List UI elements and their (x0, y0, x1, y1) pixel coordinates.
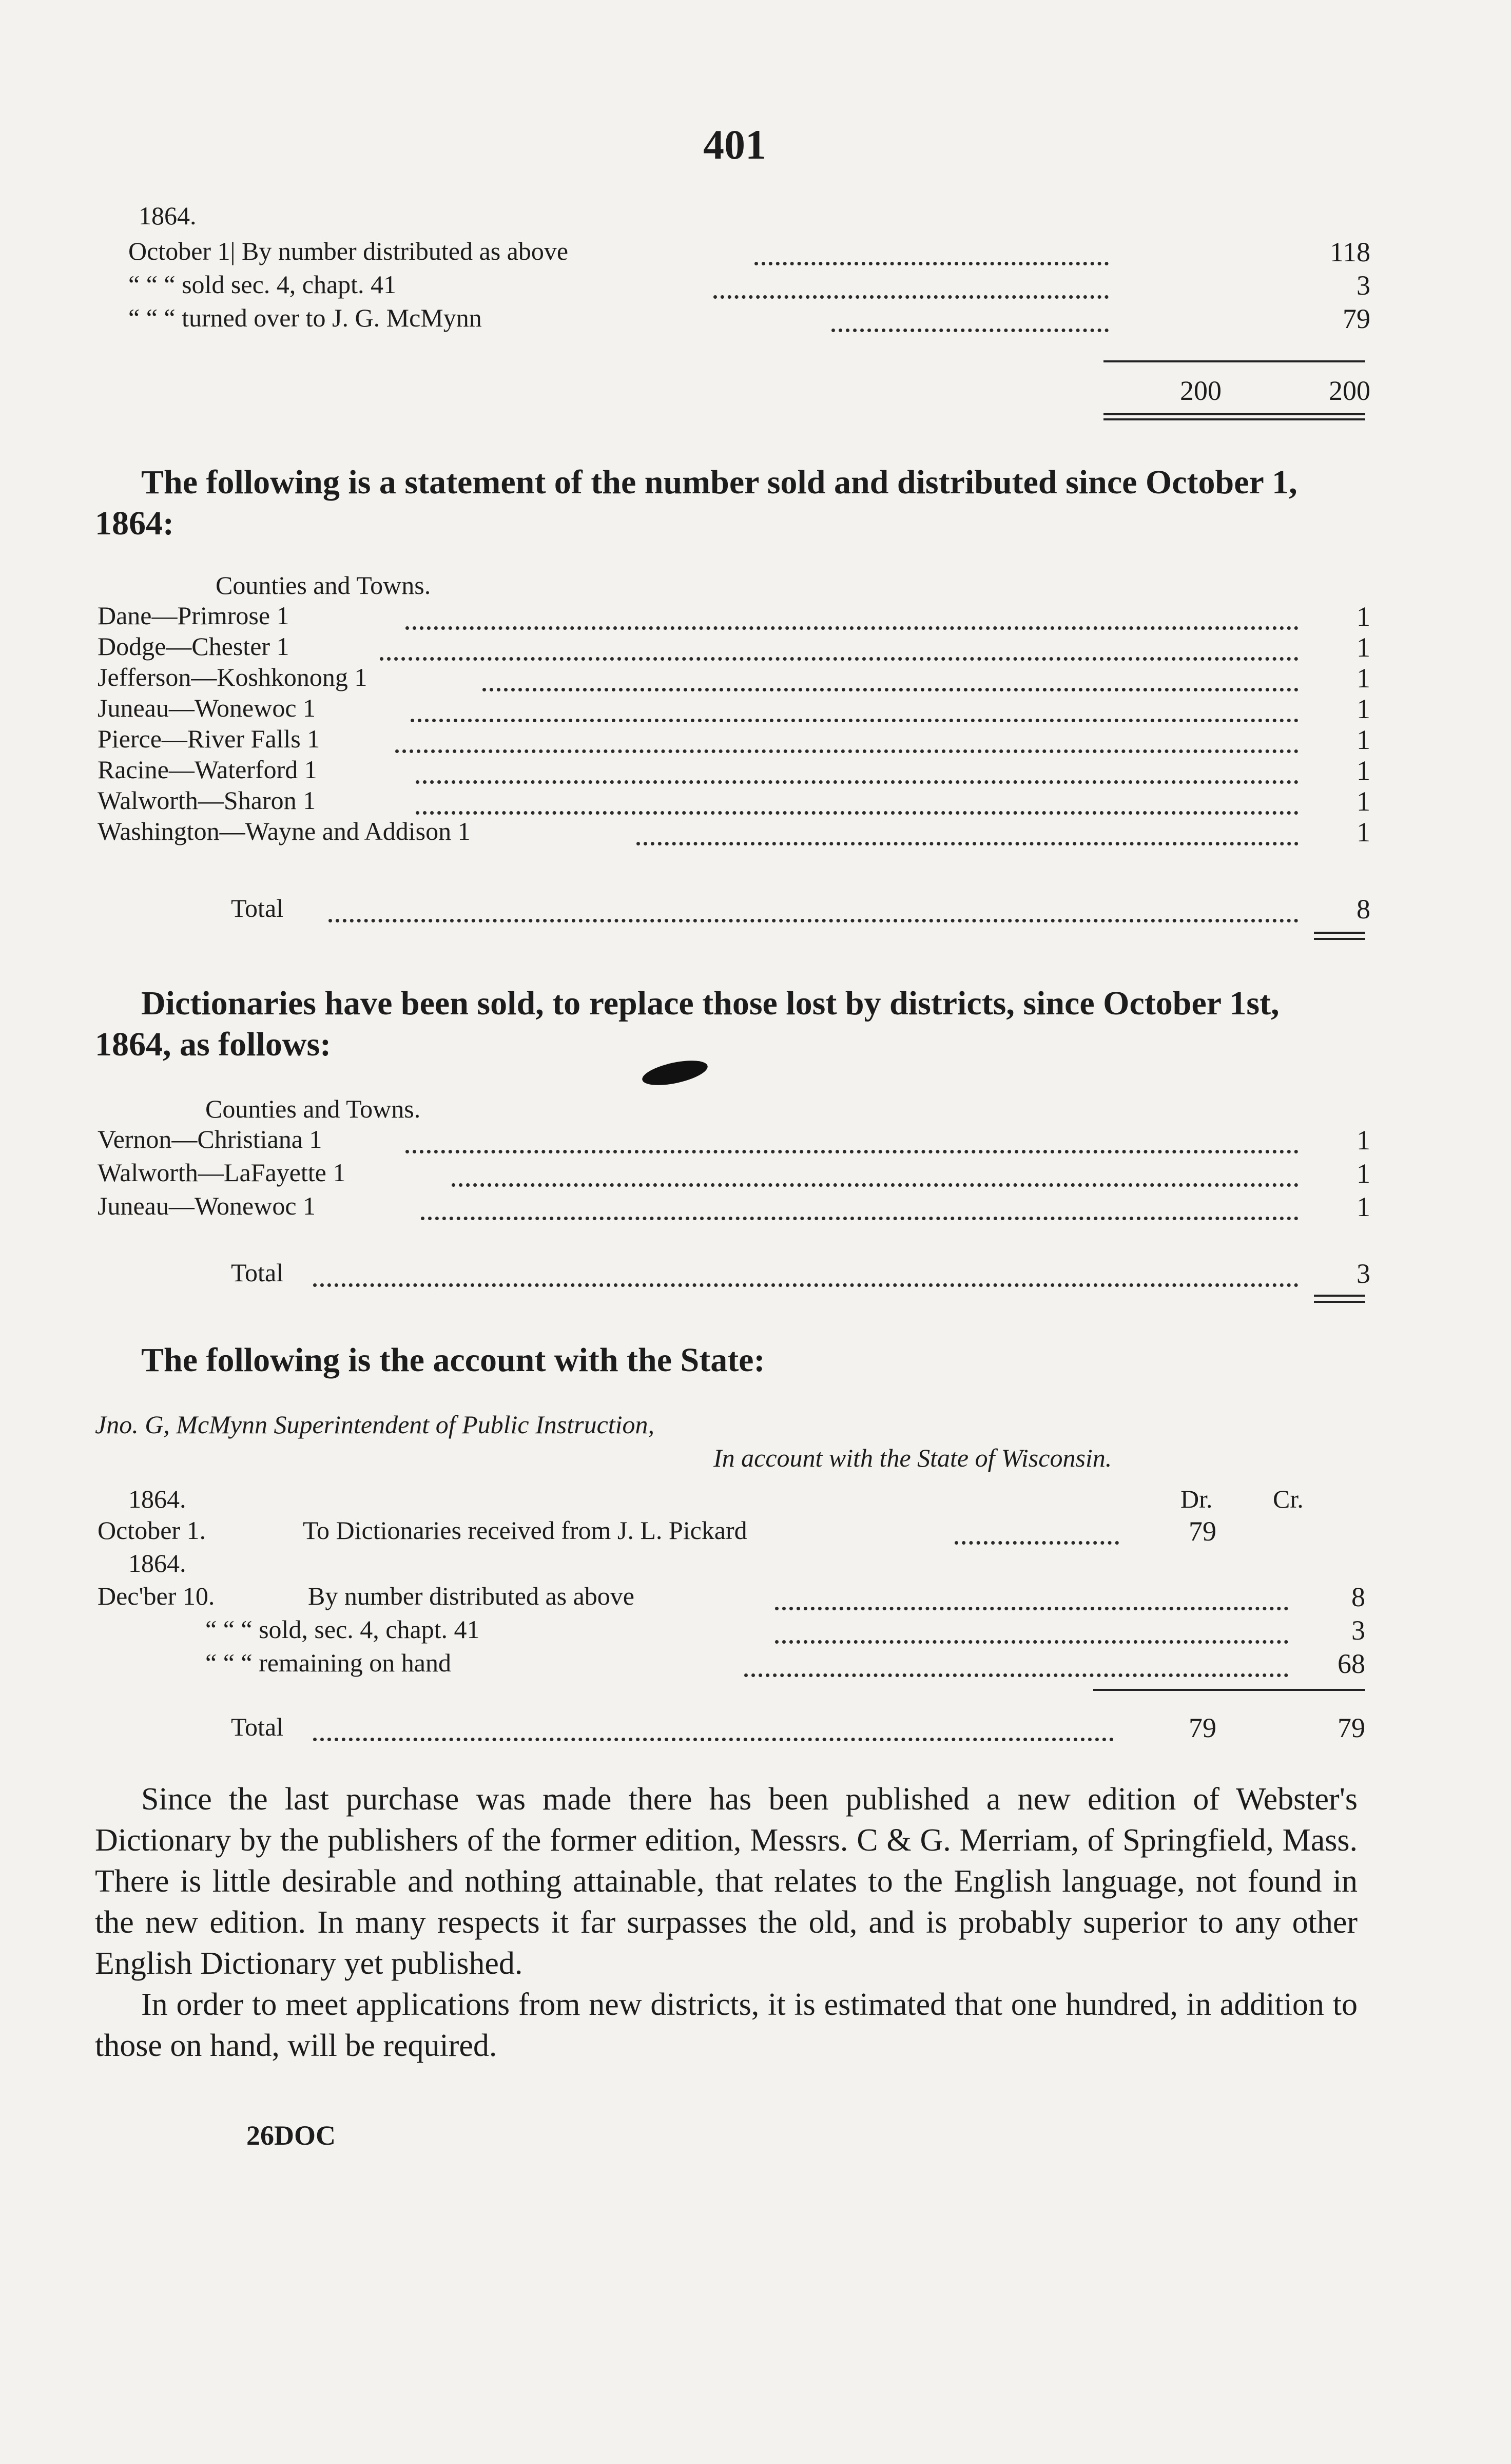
leader-dots (416, 811, 1299, 815)
section1-total-a: 200 (1180, 375, 1222, 406)
section1-row-2-value: 3 (1357, 270, 1370, 301)
account-row2-date: Dec'ber 10. (98, 1582, 215, 1610)
leader-dots (636, 842, 1299, 845)
account-dr-header: Dr. (1180, 1485, 1213, 1513)
list1-item: Dodge—Chester 1 (98, 632, 289, 661)
paragraph-estimate: In order to meet applications from new districts, it is estimated that one hundred, in addition to those on hand, will be required. (95, 1987, 1358, 2063)
list1-value: 1 (1357, 694, 1370, 724)
leader-dots (405, 1150, 1299, 1153)
list1-item: Juneau—Wonewoc 1 (98, 694, 316, 722)
double-rule (1314, 1301, 1365, 1303)
leader-dots (775, 1607, 1288, 1610)
account-row4-label: “ “ “ remaining on hand (205, 1648, 451, 1677)
leader-dots (380, 657, 1299, 661)
paragraph-webster: Since the last purchase was made there has been published a new edition of Webster's Dictionary by the publishers of the former edition, Messrs. C & G. Merriam, of Springfield, Mass. There is little desirable and nothing attainable, that relates to the English language, not found in the new edition. In many respects it far surpasses the old, and is probably superior to any other English Dictionary yet published. (95, 1782, 1358, 1981)
list2-item: Juneau—Wonewoc 1 (98, 1191, 316, 1220)
account-total-label: Total (231, 1712, 284, 1741)
leader-dots (713, 295, 1109, 299)
account-name-line: Jno. G, McMynn Superintendent of Public Instruction, (95, 1410, 655, 1439)
list1-value: 1 (1357, 724, 1370, 755)
leader-dots (411, 719, 1299, 722)
account-row1-dr: 79 (1189, 1516, 1216, 1547)
counties-heading-2: Counties and Towns. (205, 1094, 421, 1123)
double-rule (1314, 1295, 1365, 1297)
counties-heading-1: Counties and Towns. (216, 571, 431, 600)
total-rule (1103, 360, 1365, 362)
statement-account: The following is the account with the State: (141, 1341, 765, 1379)
section1-row-1-label: October 1| By number distributed as above (128, 237, 569, 265)
leader-dots (416, 780, 1299, 784)
section1-year: 1864. (139, 201, 197, 230)
section1-row-3-label: “ “ “ turned over to J. G. McMynn (128, 303, 482, 332)
footer-mark: 26DOC (246, 2120, 336, 2151)
list1-value: 1 (1357, 817, 1370, 848)
account-with-line: In account with the State of Wisconsin. (713, 1443, 1112, 1472)
list2-value: 1 (1357, 1125, 1370, 1156)
leader-dots (754, 262, 1109, 265)
account-row2-cr: 8 (1351, 1582, 1365, 1612)
list1-item: Walworth—Sharon 1 (98, 786, 316, 815)
list1-value: 1 (1357, 755, 1370, 786)
section1-row-3-value: 79 (1343, 303, 1370, 334)
list1-item: Racine—Waterford 1 (98, 755, 317, 784)
total-rule (1093, 1689, 1365, 1691)
statement-replaced: Dictionaries have been sold, to replace those lost by districts, since October 1st, 1864, as follows: (95, 985, 1280, 1063)
account-total-cr: 79 (1338, 1712, 1365, 1743)
account-cr-header: Cr. (1273, 1485, 1304, 1513)
account-row3-cr: 3 (1351, 1615, 1365, 1646)
closing-paragraphs (95, 1779, 1358, 2066)
double-rule (1103, 413, 1365, 415)
list2-value: 1 (1357, 1191, 1370, 1222)
double-rule (1314, 932, 1365, 934)
double-rule (1314, 938, 1365, 940)
list1-value: 1 (1357, 663, 1370, 694)
section1-total-b: 200 (1329, 375, 1370, 406)
account-row3-label: “ “ “ sold, sec. 4, chapt. 41 (205, 1615, 480, 1644)
leader-dots (452, 1183, 1299, 1187)
account-row1-label: To Dictionaries received from J. L. Pickard (303, 1516, 747, 1545)
list2-value: 1 (1357, 1158, 1370, 1189)
total1-label: Total (231, 894, 284, 922)
account-row2-label: By number distributed as above (308, 1582, 634, 1610)
leader-dots (405, 626, 1299, 630)
leader-dots (313, 1283, 1299, 1287)
account-year-2: 1864. (128, 1549, 186, 1577)
total2-value: 3 (1357, 1258, 1370, 1289)
list1-item: Pierce—River Falls 1 (98, 724, 320, 753)
account-row1-date: October 1. (98, 1516, 206, 1545)
account-total-dr: 79 (1189, 1712, 1216, 1743)
list1-value: 1 (1357, 601, 1370, 632)
list2-item: Walworth—LaFayette 1 (98, 1158, 346, 1187)
list1-item: Dane—Primrose 1 (98, 601, 289, 630)
section1-row-1-value: 118 (1330, 237, 1370, 267)
page-number: 401 (703, 121, 766, 168)
leader-dots (328, 919, 1299, 922)
list1-value: 1 (1357, 786, 1370, 817)
account-row4-cr: 68 (1338, 1648, 1365, 1679)
total1-value: 8 (1357, 894, 1370, 925)
list2-item: Vernon—Christiana 1 (98, 1125, 322, 1153)
list1-item: Washington—Wayne and Addison 1 (98, 817, 471, 845)
account-year-1: 1864. (128, 1485, 186, 1513)
list1-value: 1 (1357, 632, 1370, 663)
leader-dots (831, 329, 1109, 332)
list1-item: Jefferson—Koshkonong 1 (98, 663, 367, 691)
leader-dots (421, 1217, 1299, 1220)
double-rule (1103, 418, 1365, 420)
leader-dots (744, 1673, 1288, 1677)
total2-label: Total (231, 1258, 284, 1287)
section1-row-2-label: “ “ “ sold sec. 4, chapt. 41 (128, 270, 397, 299)
leader-dots (775, 1640, 1288, 1644)
leader-dots (395, 749, 1299, 753)
leader-dots (313, 1738, 1114, 1741)
leader-dots (955, 1541, 1119, 1545)
statement-sold-distributed: The following is a statement of the number sold and distributed since October 1, 1864: (95, 464, 1297, 542)
leader-dots (482, 688, 1299, 691)
